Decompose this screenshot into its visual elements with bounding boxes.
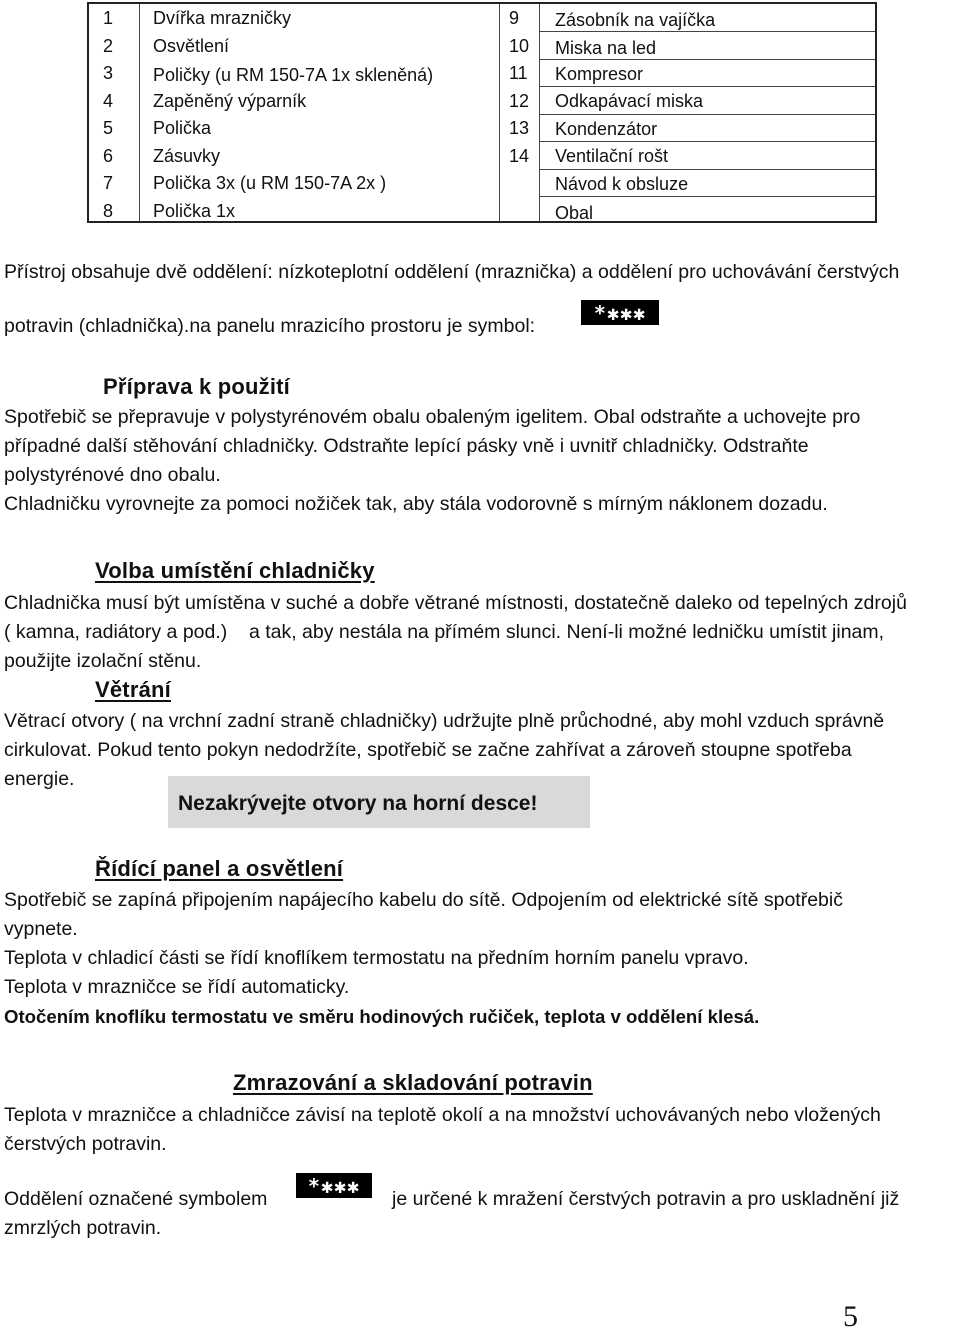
freezer-star-symbol: *✱✱✱: [296, 1173, 372, 1198]
page-number: 5: [843, 1300, 858, 1333]
part-number: 9: [509, 8, 520, 28]
paragraph-line: Teplota v chladicí části se řídí knoflíkem termostatu na předním horním panelu vpravo.: [4, 947, 749, 969]
paragraph-line: Větrací otvory ( na vrchní zadní straně chladničky) udržujte plně průchodné, aby mohl vzduch správně: [4, 710, 885, 732]
part-number: 2: [103, 36, 114, 56]
paragraph-line: Teplota v mrazničce se řídí automaticky.: [4, 976, 350, 998]
section-heading: Příprava k použití: [103, 374, 290, 399]
table-divider: [539, 59, 875, 60]
table-divider: [539, 86, 875, 87]
paragraph-line-bold: Otočením knoflíku termostatu ve směru hodinových ručiček, teplota v oddělení klesá.: [4, 1006, 760, 1027]
paragraph-line: případné další stěhování chladničky. Odstraňte lepící pásky vně i uvnitř chladničky. Odstraňte: [4, 435, 809, 457]
table-divider: [539, 114, 875, 115]
intro-line: potravin (chladnička).na panelu mrazicího prostoru je symbol:: [4, 315, 536, 337]
part-label: Zásuvky: [153, 146, 221, 166]
part-number: 14: [509, 146, 530, 166]
table-divider: [499, 4, 500, 221]
table-divider: [539, 196, 875, 197]
part-label: Dvířka mrazničky: [153, 8, 292, 28]
table-divider: [139, 4, 140, 221]
parts-table: [87, 2, 877, 223]
part-number: 8: [103, 201, 114, 221]
paragraph-line: je určené k mražení čerstvých potravin a pro uskladnění již: [392, 1188, 900, 1210]
table-divider: [539, 31, 875, 32]
part-label: Polička 1x: [153, 201, 236, 221]
part-label: Miska na led: [555, 38, 657, 58]
part-label: Zapěněný výparník: [153, 91, 307, 111]
part-number: 13: [509, 118, 530, 138]
paragraph-line: Spotřebič se zapíná připojením napájecího kabelu do sítě. Odpojením od elektrické sítě spotřebič: [4, 889, 843, 911]
paragraph-line: čerstvých potravin.: [4, 1133, 167, 1155]
warning-notice-text: Nezakrývejte otvory na horní desce!: [178, 792, 538, 815]
part-label: Obal: [555, 203, 594, 223]
part-label: Kondenzátor: [555, 119, 658, 139]
section-heading: Větrání: [95, 677, 171, 702]
section-heading: Řídící panel a osvětlení: [95, 856, 344, 881]
paragraph-line: zmrzlých potravin.: [4, 1217, 162, 1239]
table-divider: [539, 169, 875, 170]
part-label: Poličky (u RM 150-7A 1x skleněná): [153, 65, 434, 85]
warning-notice: [168, 776, 590, 828]
part-number: 11: [509, 63, 528, 83]
part-label: Kompresor: [555, 64, 644, 84]
part-number: 10: [509, 36, 530, 56]
paragraph-line: energie.: [4, 768, 75, 790]
part-label: Návod k obsluze: [555, 174, 689, 194]
paragraph-line: Chladnička musí být umístěna v suché a dobře větrané místnosti, dostatečně daleko od tepelných zdrojů: [4, 592, 907, 614]
freezer-star-symbol: *✱✱✱: [581, 300, 659, 325]
paragraph-line: Oddělení označené symbolem: [4, 1188, 268, 1210]
paragraph-line: cirkulovat. Pokud tento pokyn nedodržíte, spotřebič se začne zahřívat a zároveň stoupne spotřeba: [4, 739, 852, 761]
intro-line: Přístroj obsahuje dvě oddělení: nízkoteplotní oddělení (mraznička) a oddělení pro uchovávání čerstvých: [4, 261, 900, 283]
section-heading: Zmrazování a skladování potravin: [233, 1070, 593, 1095]
paragraph-line: polystyrénové dno obalu.: [4, 464, 221, 486]
paragraph-line: ( kamna, radiátory a pod.) a tak, aby nestála na přímém slunci. Není-li možné ledničku umístit jinam,: [4, 621, 885, 643]
part-number: 4: [103, 91, 114, 111]
paragraph-line: Teplota v mrazničce a chladničce závisí na teplotě okolí a na množství uchovávaných nebo vložených: [4, 1104, 881, 1126]
table-divider: [539, 141, 875, 142]
paragraph-line: Spotřebič se přepravuje v polystyrénovém obalu obaleným igelitem. Obal odstraňte a uchovejte pro: [4, 406, 861, 428]
part-label: Polička 3x (u RM 150-7A 2x ): [153, 173, 387, 193]
part-label: Ventilační rošt: [555, 146, 669, 166]
part-label: Osvětlení: [153, 36, 230, 56]
part-number: 5: [103, 118, 114, 138]
part-number: 12: [509, 91, 530, 111]
part-label: Zásobník na vajíčka: [555, 10, 716, 30]
section-heading: Volba umístění chladničky: [95, 558, 375, 583]
table-divider: [539, 4, 540, 221]
part-label: Polička: [153, 118, 212, 138]
part-number: 7: [103, 173, 114, 193]
part-label: Odkapávací miska: [555, 91, 704, 111]
paragraph-line: Chladničku vyrovnejte za pomoci nožiček tak, aby stála vodorovně s mírným náklonem dozadu.: [4, 493, 828, 515]
part-number: 1: [103, 8, 114, 28]
paragraph-line: použijte izolační stěnu.: [4, 650, 202, 672]
part-number: 6: [103, 146, 114, 166]
paragraph-line: vypnete.: [4, 918, 78, 940]
part-number: 3: [103, 63, 114, 83]
